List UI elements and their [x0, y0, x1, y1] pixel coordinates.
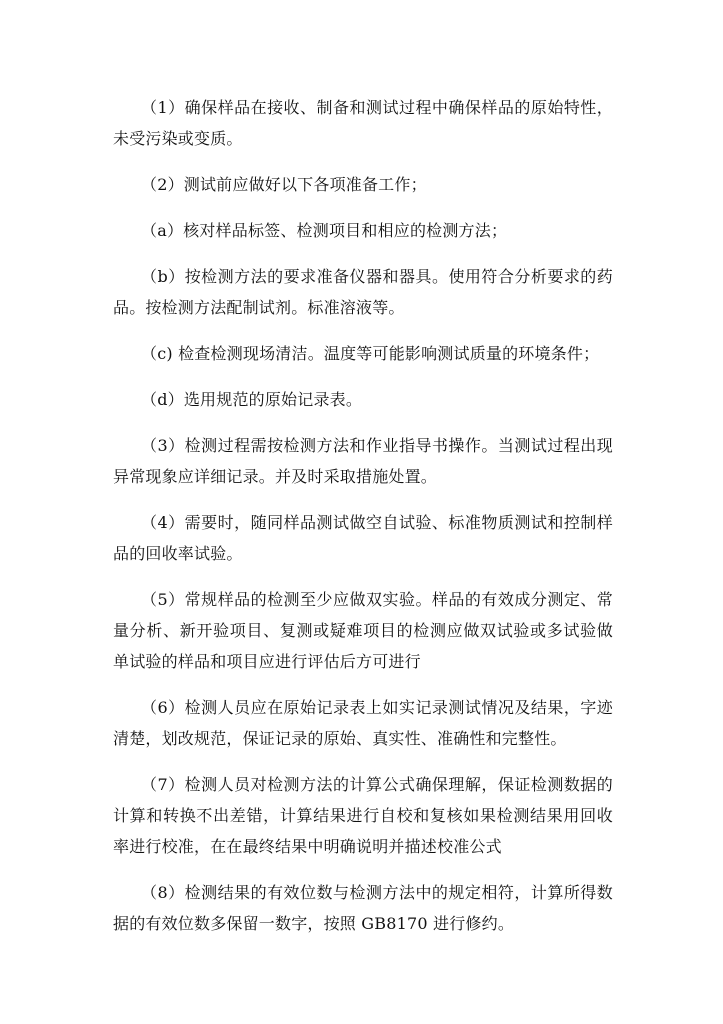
paragraph-5: （5）常规样品的检测至少应做双实验。样品的有效成分测定、常量分析、新开验项目、复测或疑难项目的检测应做双试验或多试验做单试验的样品和项目应进行评估后方可进行: [113, 590, 613, 671]
paragraph-1: （1）确保样品在接收、制备和测试过程中确保样品的原始特性，未受污染或变质。: [113, 98, 613, 148]
paragraph-b: （b）按检测方法的要求准备仪器和器具。使用符合分析要求的药品。按检测方法配制试剂。标准溶液等。: [113, 267, 613, 317]
paragraph-6: （6）检测人员应在原始记录表上如实记录测试情况及结果，字迹清楚，划改规范，保证记录的原始、真实性、准确性和完整性。: [113, 698, 613, 748]
paragraph-2: （2）测试前应做好以下各项准备工作；: [141, 175, 427, 194]
document-body: [113, 92, 613, 954]
paragraph-4: （4）需要时，随同样品测试做空自试验、标准物质测试和控制样品的回收率试验。: [113, 513, 613, 563]
paragraph-d: （d）选用规范的原始记录表。: [141, 390, 363, 409]
paragraph-8: （8）检测结果的有效位数与检测方法中的规定相符，计算所得数据的有效位数多保留一数字，按照 GB8170 进行修约。: [113, 883, 613, 933]
paragraph-3: （3）检测过程需按检测方法和作业指导书操作。当测试过程出现异常现象应详细记录。并及时采取措施处置。: [113, 436, 613, 486]
paragraph-a: （a）核对样品标签、检测项目和相应的检测方法；: [141, 221, 508, 240]
paragraph-c: （c) 检查检测现场清洁。温度等可能影响测试质量的环境条件；: [141, 344, 600, 363]
paragraph-7: （7）检测人员对检测方法的计算公式确保理解，保证检测数据的计算和转换不出差错，计算结果进行自校和复核如果检测结果用回收率进行校准，在在最终结果中明确说明并描述校准公式: [113, 775, 613, 856]
